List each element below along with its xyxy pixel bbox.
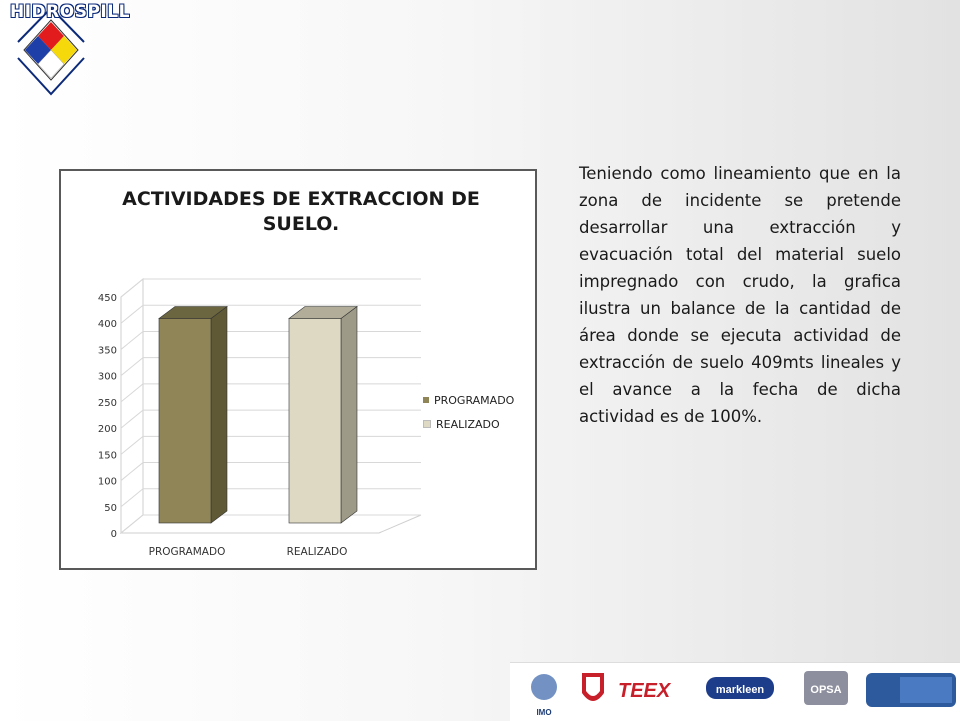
gridline <box>121 279 421 297</box>
bar <box>159 319 211 523</box>
bar <box>289 319 341 523</box>
svg-text:TEEX: TEEX <box>618 680 671 702</box>
chart-container <box>59 169 537 570</box>
x-tick-label: REALIZADO <box>286 546 348 558</box>
y-tick-label: 300 <box>97 371 117 383</box>
legend-label-realizado: REALIZADO <box>436 417 500 431</box>
y-tick-label: 0 <box>110 529 117 540</box>
bar-side <box>211 307 227 523</box>
chart-title: ACTIVIDADES DE EXTRACCION DE SUELO. <box>122 188 480 235</box>
shield-logo <box>582 673 604 701</box>
bar-side <box>341 307 357 523</box>
legend-item-realizado <box>423 415 514 433</box>
y-tick-label: 250 <box>97 397 117 409</box>
legend-swatch-realizado <box>423 420 431 428</box>
cotecna-logo <box>866 673 956 707</box>
svg-text:markleen: markleen <box>715 684 765 696</box>
bar-chart <box>61 171 537 570</box>
certification-logos-graphic <box>510 663 960 721</box>
teex-logo <box>618 680 672 702</box>
y-tick-label: 150 <box>97 450 117 462</box>
y-tick-label: 200 <box>97 424 117 436</box>
markleen-logo <box>706 677 774 699</box>
y-tick-label: 350 <box>97 345 117 357</box>
y-tick-label: 450 <box>97 293 117 304</box>
y-tick-label: 50 <box>104 502 117 514</box>
certification-logos <box>510 662 960 721</box>
legend-label-programado: PROGRAMADO <box>434 393 515 407</box>
imo-logo <box>531 674 557 717</box>
legend-item-programado <box>423 391 514 409</box>
side-wall <box>121 279 143 533</box>
chart-legend <box>423 391 514 439</box>
y-tick-label: 400 <box>97 319 117 331</box>
legend-swatch-programado <box>423 397 429 403</box>
y-tick-label: 100 <box>97 476 117 488</box>
svg-text:IMO: IMO <box>536 708 552 717</box>
description-paragraph: Teniendo como lineamiento que en la zona de incidente se pretende desarrollar una extracción y evacuación total del material suelo impregnado con crudo, la grafica ilustra un balance de la cantidad de área donde se ejecuta actividad de extracción de suelo 409mts lineales y el avance a la fecha de dicha actividad es de 100%. <box>579 164 901 426</box>
logo-brand-text: HIDROSPILL <box>10 2 130 22</box>
svg-text:OPSA: OPSA <box>810 684 842 696</box>
opsa-logo <box>804 671 848 705</box>
x-tick-label: PROGRAMADO <box>148 546 226 558</box>
company-logo <box>6 2 130 102</box>
